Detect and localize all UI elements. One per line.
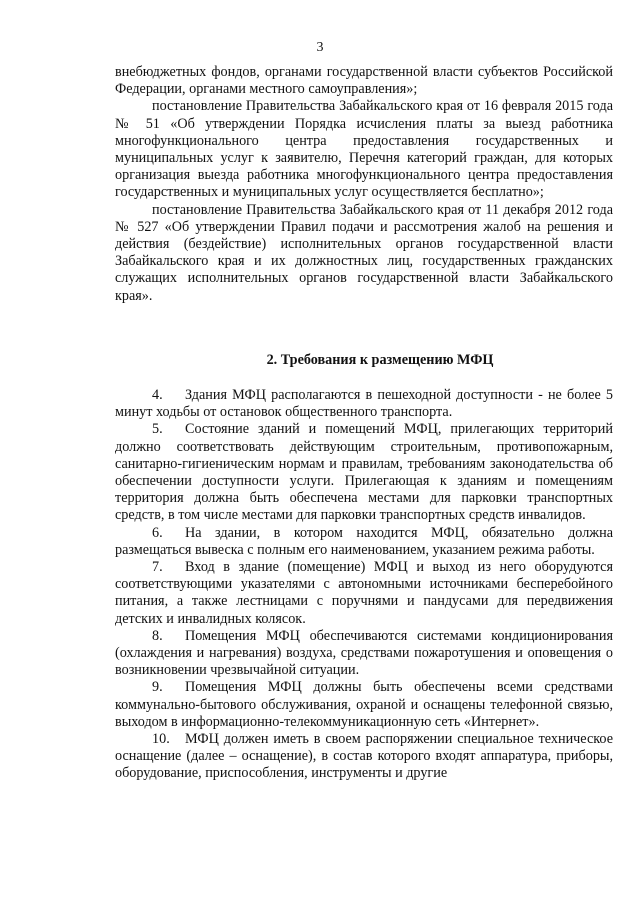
- section-heading: 2. Требования к размещению МФЦ: [266, 352, 494, 368]
- intro-paragraph-2: постановление Правительства Забайкальского края от 16 февраля 2015 года № 51 «Об утверждении Порядка исчисления платы за выезд работника многофункционального центра предоставления государственных и муниципальных услуг к заявителю, Перечня категорий граждан, для которых организация выезда работника многофункционального центра предоставления государственных и муниципальных услуг осуществляется бесплатно»;: [115, 98, 613, 201]
- clause-text: Здания МФЦ располагаются в пешеходной доступности - не более 5 минут ходьбы от остановок общественного транспорта.: [115, 387, 613, 421]
- clause-text: Состояние зданий и помещений МФЦ, прилегающих территорий должно соответствовать действующим строительным, противопожарным, санитарно-гигиеническим нормам и правилам, требованиям законодательства об обеспечении доступности услуги. Прилегающая к зданиям и помещениям территория должна быть обеспечена местами для парковки транспортных средств, в том числе местами для парковки транспортных средств инвалидов.: [115, 421, 613, 524]
- clause-text: На здании, в котором находится МФЦ, обязательно должна размещаться вывеска с полным его наименованием, указанием режима работы.: [115, 524, 613, 558]
- clauses-block: [115, 387, 613, 783]
- intro-paragraph-1: внебюджетных фондов, органами государственной власти субъектов Российской Федерации, органами местного самоуправления»;: [115, 64, 613, 98]
- clause-text: Помещения МФЦ должны быть обеспечены всеми средствами коммунально-бытового обслуживания, охраной и оснащены телефонной связью, выходом в информационно-телекоммуникационную сеть «Интернет».: [115, 679, 613, 730]
- clause-number: 6.: [152, 524, 163, 541]
- clause-number: 8.: [152, 627, 163, 644]
- intro-paragraph-3: постановление Правительства Забайкальского края от 11 декабря 2012 года № 527 «Об утверждении Правил подачи и рассмотрения жалоб на решения и действия (бездействие) исполнительных органов государственной власти Забайкальского края и их должностных лиц, государственных гражданских служащих исполнительных органов государственной власти Забайкальского края».: [115, 201, 613, 304]
- clause-4: [115, 387, 613, 421]
- clause-number: 9.: [152, 679, 163, 696]
- clause-9: [115, 679, 613, 731]
- clause-number: 10.: [152, 731, 170, 748]
- clause-7: [115, 559, 613, 628]
- clause-text: МФЦ должен иметь в своем распоряжении специальное техническое оснащение (далее – оснащение), в состав которого входят аппаратура, приборы, оборудование, приспособления, инструменты и другие: [115, 731, 613, 782]
- page-number: 3: [316, 40, 324, 55]
- clause-6: [115, 525, 613, 559]
- clause-text: Помещения МФЦ обеспечиваются системами кондиционирования (охлаждения и нагревания) воздуха, средствами пожаротушения и оповещения о возникновении чрезвычайной ситуации.: [115, 627, 613, 679]
- clause-text: Вход в здание (помещение) МФЦ и выход из него оборудуются соответствующими указателями с автономными источниками бесперебойного питания, а также лестницами с поручнями и пандусами для передвижения детских и инвалидных колясок.: [115, 559, 613, 627]
- clause-number: 4.: [152, 387, 163, 403]
- clause-number: 5.: [152, 421, 163, 438]
- clause-8: [115, 628, 613, 680]
- intro-block: [115, 64, 613, 305]
- clause-5: [115, 421, 613, 524]
- clause-number: 7.: [152, 559, 163, 576]
- clause-10: [115, 731, 613, 783]
